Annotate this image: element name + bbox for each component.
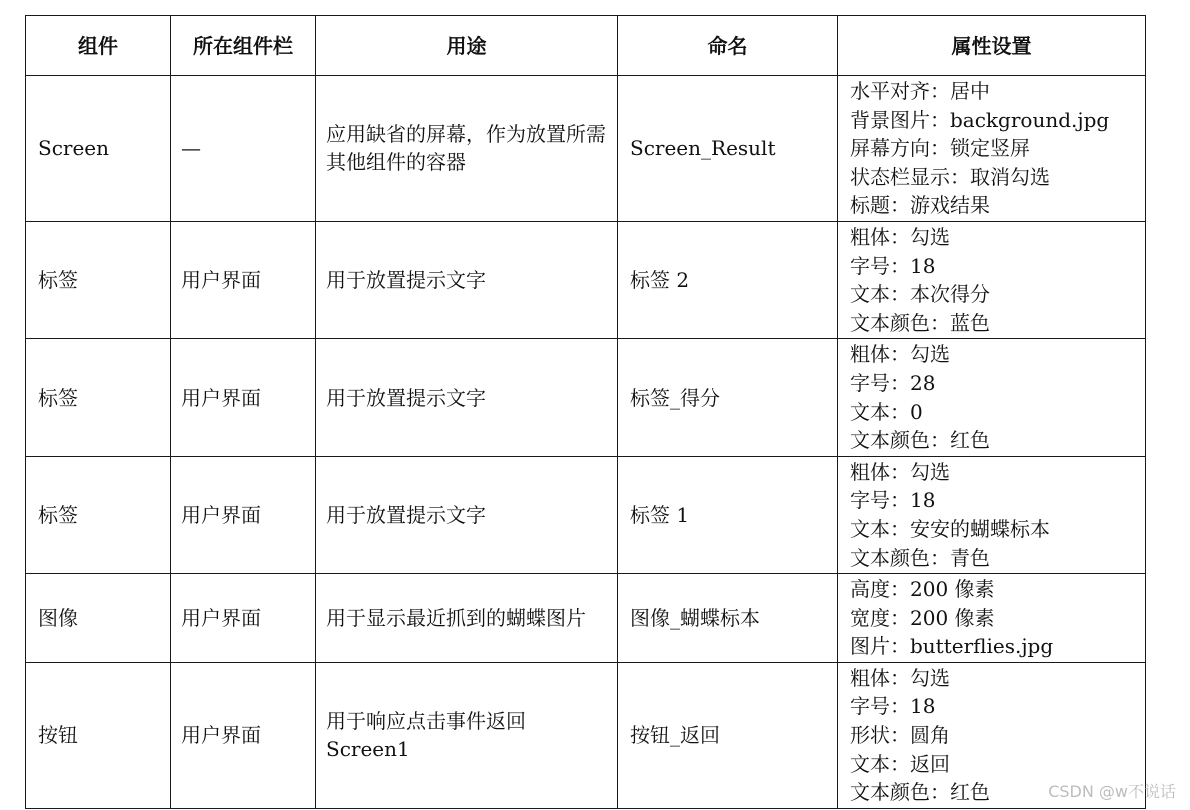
property-line: 字号：18 — [850, 253, 936, 278]
cell-properties — [838, 574, 1146, 663]
cell-purpose: 用于显示最近抓到的蝴蝶图片 — [316, 574, 618, 663]
cell-properties — [838, 339, 1146, 456]
property-line: 文本：本次得分 — [850, 282, 990, 307]
property-line: 文本：0 — [850, 399, 923, 424]
cell-component: 图像 — [26, 574, 171, 663]
cell-properties — [838, 456, 1146, 573]
property-line: 粗体：勾选 — [850, 342, 950, 367]
table-row — [26, 456, 1146, 573]
table-row — [26, 339, 1146, 456]
cell-name: Screen_Result — [618, 76, 838, 222]
table-row — [26, 76, 1146, 222]
watermark: CSDN @w不说话 — [1048, 782, 1176, 801]
property-line: 形状：圆角 — [850, 723, 950, 748]
header-component: 组件 — [26, 16, 171, 76]
cell-palette: 用户界面 — [171, 221, 316, 338]
property-line: 文本颜色：红色 — [850, 780, 990, 805]
property-line: 屏幕方向：锁定竖屏 — [850, 136, 1030, 161]
cell-palette: 用户界面 — [171, 339, 316, 456]
cell-name: 图像_蝴蝶标本 — [618, 574, 838, 663]
property-line: 文本：安安的蝴蝶标本 — [850, 516, 1050, 541]
component-spec-table — [25, 15, 1146, 809]
property-line: 背景图片：background.jpg — [850, 107, 1110, 132]
cell-name: 按钮_返回 — [618, 662, 838, 808]
table-row — [26, 574, 1146, 663]
cell-purpose: 用于放置提示文字 — [316, 221, 618, 338]
property-line: 宽度：200 像素 — [850, 605, 995, 630]
property-line: 水平对齐：居中 — [850, 79, 990, 103]
cell-palette: — — [171, 76, 316, 222]
property-line: 粗体：勾选 — [850, 665, 950, 690]
cell-properties — [838, 221, 1146, 338]
cell-component: 标签 — [26, 456, 171, 573]
cell-component: 按钮 — [26, 662, 171, 808]
header-palette: 所在组件栏 — [171, 16, 316, 76]
cell-palette: 用户界面 — [171, 574, 316, 663]
property-line: 高度：200 像素 — [850, 577, 995, 602]
property-line: 粗体：勾选 — [850, 224, 950, 249]
table-row — [26, 221, 1146, 338]
property-line: 文本颜色：青色 — [850, 545, 990, 570]
header-purpose: 用途 — [316, 16, 618, 76]
cell-purpose: 应用缺省的屏幕，作为放置所需其他组件的容器 — [316, 76, 618, 222]
property-line: 图片：butterflies.jpg — [850, 634, 1054, 659]
cell-properties — [838, 76, 1146, 222]
property-line: 粗体：勾选 — [850, 459, 950, 484]
cell-palette: 用户界面 — [171, 662, 316, 808]
property-line: 状态栏显示：取消勾选 — [850, 164, 1050, 189]
header-properties: 属性设置 — [838, 16, 1146, 76]
header-name: 命名 — [618, 16, 838, 76]
cell-palette: 用户界面 — [171, 456, 316, 573]
property-line: 字号：18 — [850, 488, 936, 513]
table-row — [26, 662, 1146, 808]
property-line: 标题：游戏结果 — [850, 193, 990, 218]
property-line: 字号：28 — [850, 370, 936, 395]
cell-purpose: 用于放置提示文字 — [316, 339, 618, 456]
cell-component: 标签 — [26, 339, 171, 456]
cell-name: 标签 2 — [618, 221, 838, 338]
header-row — [26, 16, 1146, 76]
property-line: 文本：返回 — [850, 751, 950, 776]
cell-purpose: 用于响应点击事件返回 Screen1 — [316, 662, 618, 808]
property-line: 字号：18 — [850, 694, 936, 719]
cell-component: 标签 — [26, 221, 171, 338]
cell-name: 标签_得分 — [618, 339, 838, 456]
property-line: 文本颜色：红色 — [850, 428, 990, 453]
cell-component: Screen — [26, 76, 171, 222]
cell-purpose: 用于放置提示文字 — [316, 456, 618, 573]
property-line: 文本颜色：蓝色 — [850, 310, 990, 335]
cell-name: 标签 1 — [618, 456, 838, 573]
